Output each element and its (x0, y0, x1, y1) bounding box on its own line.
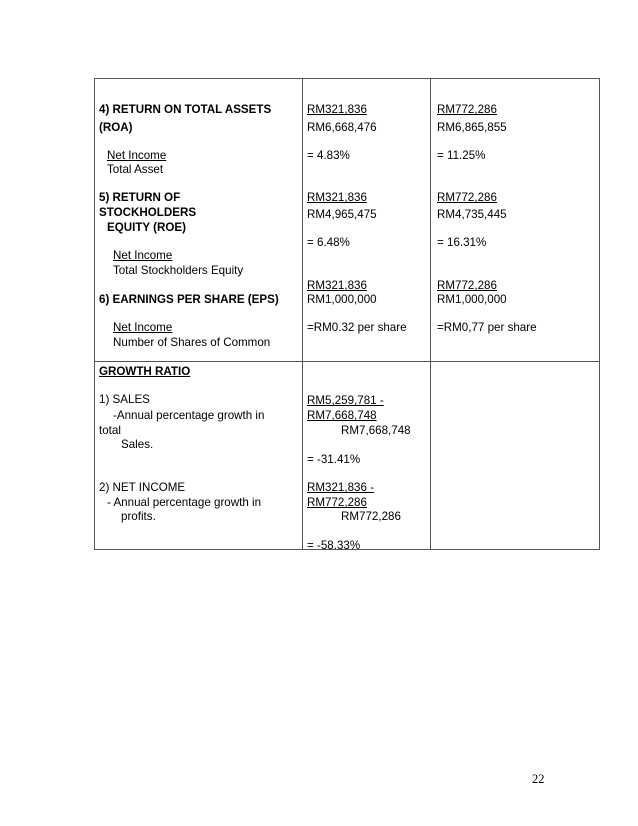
net-income-denominator: RM772,286 (341, 510, 401, 523)
roa-title-abbr: (ROA) (99, 121, 133, 134)
sales-numerator-line1: RM5,259,781 - (307, 394, 384, 407)
net-income-numerator-line1: RM321,836 - (307, 481, 375, 494)
roe-y2-result: = 16.31% (437, 236, 487, 249)
roe-y1-numerator: RM321,836 (307, 191, 367, 204)
eps-y2-denominator: RM1,000,000 (437, 293, 507, 306)
sales-description-line2: total (99, 424, 121, 437)
eps-y1-numerator: RM321,836 (307, 279, 367, 292)
roe-title-abbr: EQUITY (ROE) (107, 221, 187, 234)
sales-numerator-line2: RM7,668,748 (307, 409, 377, 422)
net-income-numerator-line2: RM772,286 (307, 496, 367, 509)
roe-title: 5) RETURN OF (99, 191, 181, 204)
net-income-title: 2) NET INCOME (99, 481, 186, 494)
roa-y1-denominator: RM6,668,476 (307, 121, 377, 134)
roa-numerator-label: Net Income (107, 149, 167, 162)
eps-y2-result: =RM0,77 per share (437, 321, 537, 334)
roe-y1-result: = 6.48% (307, 236, 350, 249)
roa-y1-numerator: RM321,836 (307, 103, 367, 116)
roe-numerator-label: Net Income (113, 249, 173, 262)
roe-y2-numerator: RM772,286 (437, 191, 497, 204)
row-divider (95, 361, 599, 362)
roa-denominator-label: Total Asset (107, 163, 164, 176)
roa-y2-denominator: RM6,865,855 (437, 121, 507, 134)
growth-ratio-heading: GROWTH RATIO (99, 365, 191, 378)
eps-y1-result: =RM0.32 per share (307, 321, 407, 334)
column-divider (430, 79, 431, 549)
roa-title: 4) RETURN ON TOTAL ASSETS (99, 103, 272, 116)
sales-denominator: RM7,668,748 (341, 424, 411, 437)
roa-y1-result: = 4.83% (307, 149, 350, 162)
roe-title-line2: STOCKHOLDERS (99, 206, 197, 219)
sales-description-line3: Sales. (121, 438, 154, 451)
sales-description: -Annual percentage growth in (113, 409, 265, 422)
eps-y2-numerator: RM772,286 (437, 279, 497, 292)
roe-y1-denominator: RM4,965,475 (307, 208, 377, 221)
sales-result: = -31.41% (307, 453, 361, 466)
eps-numerator-label: Net Income (113, 321, 173, 334)
net-income-result: = -58.33% (307, 539, 361, 552)
net-income-description-line2: profits. (121, 510, 156, 523)
sales-title: 1) SALES (99, 393, 150, 406)
eps-title: 6) EARNINGS PER SHARE (EPS) (99, 293, 279, 306)
roe-denominator-label: Total Stockholders Equity (113, 264, 244, 277)
column-divider (302, 79, 303, 549)
net-income-description: - Annual percentage growth in (107, 496, 262, 509)
roe-y2-denominator: RM4,735,445 (437, 208, 507, 221)
eps-y1-denominator: RM1,000,000 (307, 293, 377, 306)
page-number: 22 (532, 772, 545, 786)
eps-denominator-label: Number of Shares of Common (113, 336, 271, 349)
financial-ratio-table (94, 78, 600, 550)
roa-y2-result: = 11.25% (437, 149, 486, 162)
roa-y2-numerator: RM772,286 (437, 103, 497, 116)
